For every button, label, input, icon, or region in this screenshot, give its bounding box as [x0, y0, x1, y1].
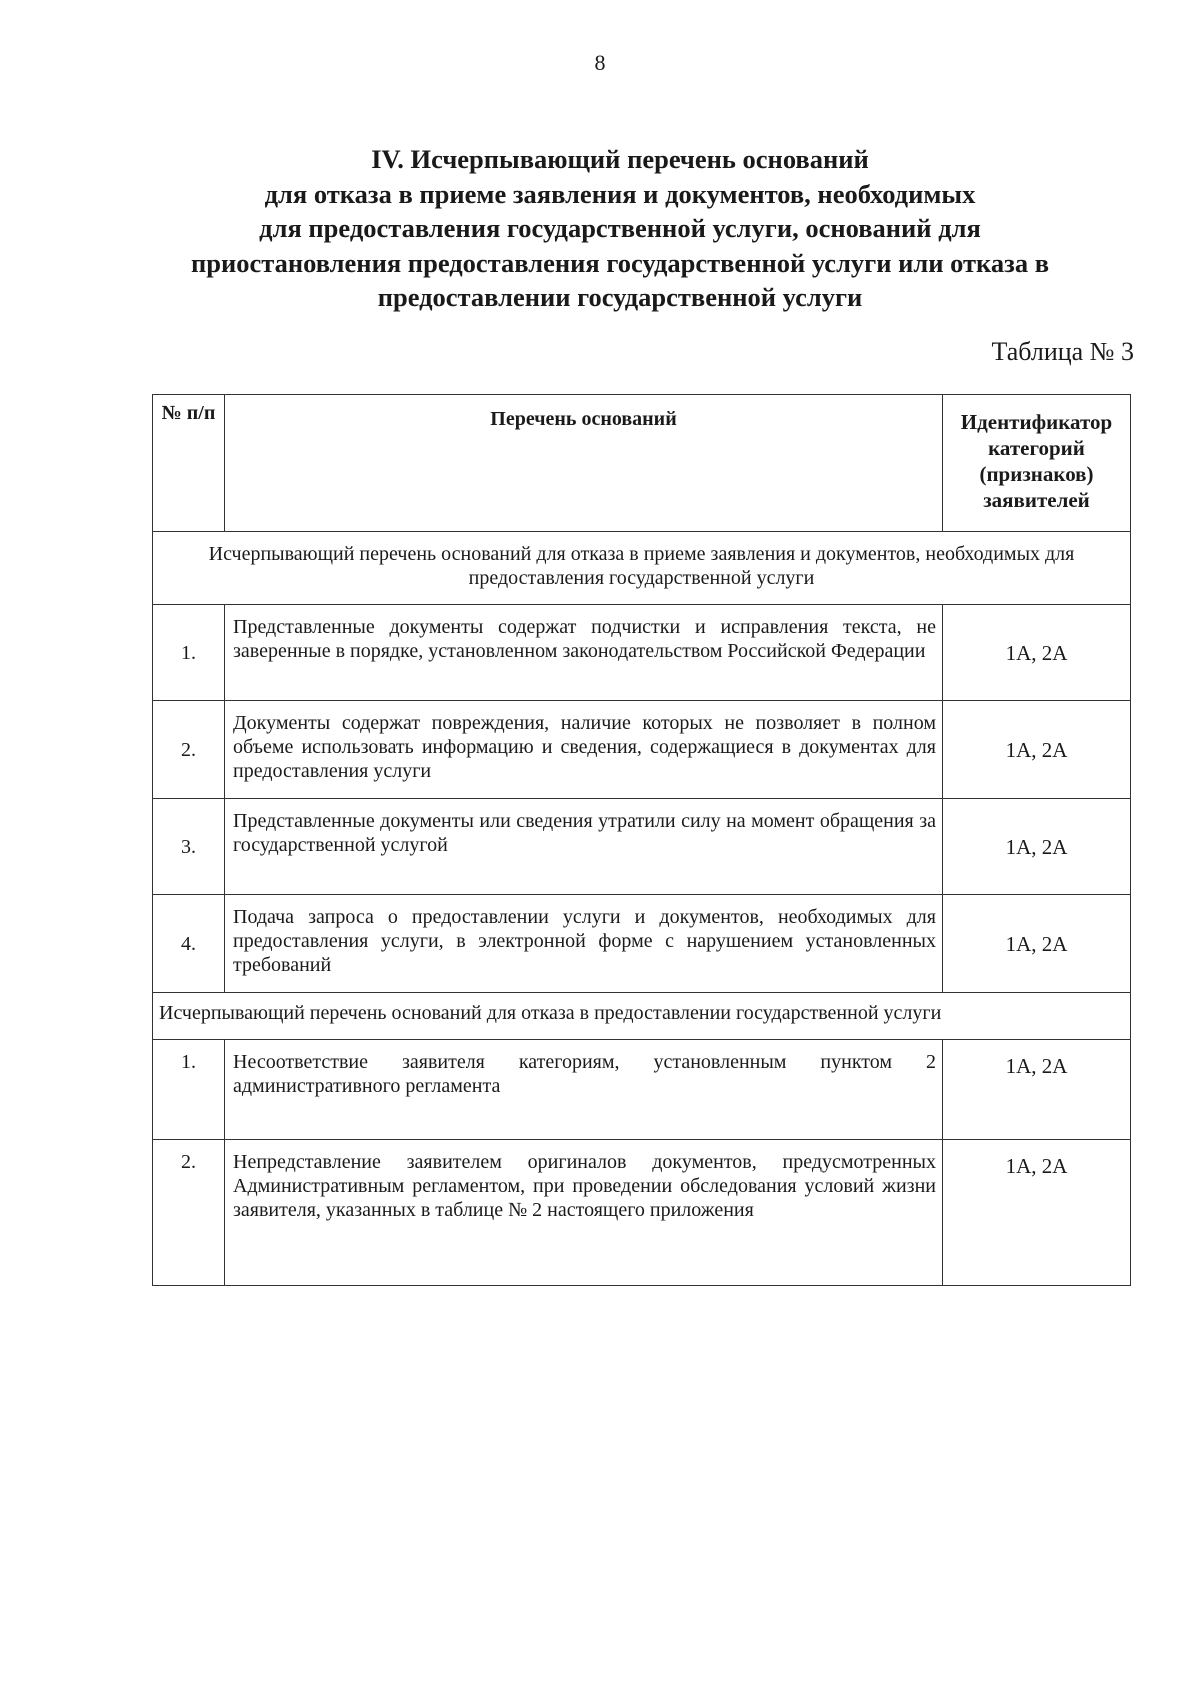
- section-title-cell: Исчерпывающий перечень оснований для отказа в предоставлении государственной услуги: [153, 993, 1131, 1040]
- title-line: предоставлении государственной услуги: [377, 282, 863, 312]
- section-row: [153, 993, 1131, 1040]
- header-num: № п/п: [153, 395, 225, 532]
- row-text: Представленные документы содержат подчистки и исправления текста, не заверенные в порядке, установленном законодательством Российской Федерации: [225, 605, 943, 701]
- title-line: для отказа в приеме заявления и документов, необходимых: [264, 178, 976, 209]
- row-text: Представленные документы или сведения утратили силу на момент обращения за государственной услугой: [225, 799, 943, 895]
- table-row: [153, 1140, 1131, 1286]
- row-id: 1А, 2А: [943, 1140, 1131, 1286]
- title-line: IV. Исчерпывающий перечень оснований: [371, 144, 869, 174]
- row-id: 1А, 2А: [943, 1040, 1131, 1140]
- reasons-table: [152, 394, 1131, 1286]
- row-text: Документы содержат повреждения, наличие которых не позволяет в полном объеме использовать информацию и сведения, содержащиеся в документах для предоставления услуги: [225, 701, 943, 799]
- table-row: [153, 1040, 1131, 1140]
- row-id: 1А, 2А: [943, 605, 1131, 701]
- row-num: 2.: [153, 1140, 225, 1286]
- header-identifier: Идентификатор категорий (признаков) заявителей: [943, 395, 1131, 532]
- row-num: 3.: [153, 799, 225, 895]
- row-num: 2.: [153, 701, 225, 799]
- table-row: [153, 895, 1131, 993]
- table-row: [153, 701, 1131, 799]
- section-title-cell: Исчерпывающий перечень оснований для отказа в приеме заявления и документов, необходимых для предоставления государственной услуги: [153, 532, 1131, 605]
- table-header-row: [153, 395, 1131, 532]
- table-row: [153, 605, 1131, 701]
- title-line: приостановления предоставления государственной услуги или отказа в: [190, 247, 1050, 278]
- row-text: Подача запроса о предоставлении услуги и документов, необходимых для предоставления услуги, в электронной форме с нарушением установленных требований: [225, 895, 943, 993]
- row-id: 1А, 2А: [943, 701, 1131, 799]
- page-number: 8: [594, 50, 606, 75]
- title-line: для предоставления государственной услуги, оснований для: [259, 213, 981, 243]
- section-title: [140, 142, 1100, 315]
- row-id: 1А, 2А: [943, 895, 1131, 993]
- row-text: Непредставление заявителем оригиналов документов, предусмотренных Административным регламентом, при проведении обследования условий жизни заявителя, указанных в таблице № 2 настоящего приложения: [225, 1140, 943, 1286]
- row-num: 1.: [153, 605, 225, 701]
- row-id: 1А, 2А: [943, 799, 1131, 895]
- table-label: Таблица № 3: [991, 337, 1134, 366]
- row-num: 1.: [153, 1040, 225, 1140]
- row-num: 4.: [153, 895, 225, 993]
- row-text: Несоответствие заявителя категориям, установленным пунктом 2 административного регламента: [225, 1040, 943, 1140]
- header-reasons: Перечень оснований: [225, 395, 943, 532]
- table-row: [153, 799, 1131, 895]
- section-row: [153, 532, 1131, 605]
